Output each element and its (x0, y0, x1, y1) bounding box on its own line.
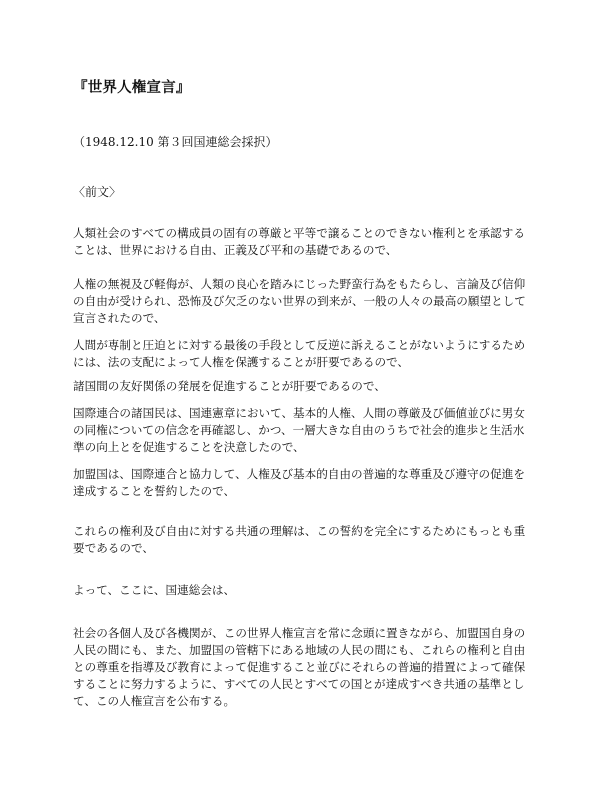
paragraph-line: 国際連合の諸国民は、国連憲章において、基本的人権、人間の尊厳及び価値並びに男女 (73, 406, 525, 420)
paragraph-line: よって、ここに、国連総会は、 (73, 583, 236, 597)
paragraph-line: 要であるので、 (73, 541, 154, 555)
paragraph-line: て、この人権宣言を公布する。 (73, 694, 236, 708)
paragraph-line: 人間が専制と圧迫とに対する最後の手段として反逆に訴えることがないようにするため (73, 338, 526, 352)
paragraph-line: することに努力するように、すべての人民とすべての国とが達成すべき共通の基準とし (73, 677, 525, 691)
paragraph-line: 諸国間の友好関係の発展を促進することが肝要であるので、 (73, 379, 386, 393)
paragraph-line: 宣言されたので、 (73, 311, 166, 325)
paragraph-9 (73, 625, 551, 710)
paragraph-7 (73, 523, 551, 557)
paragraph-line: 加盟国は、国際連合と協力して、人権及び基本的自由の普遍的な尊重及び遵守の促進を (73, 467, 525, 481)
paragraph-line: 達成することを誓約したので、 (73, 484, 236, 498)
adoption-note: （1948.12.10 第３回国連総会採択） (73, 135, 278, 149)
paragraph-6 (73, 466, 551, 500)
paragraph-line: 準の向上とを促進することを決意したので、 (73, 440, 305, 454)
paragraph-line: には、法の支配によって人権を保護することが肝要であるので、 (73, 355, 409, 369)
paragraph-line: 人類社会のすべての構成員の固有の尊厳と平等で譲ることのできない権利とを承認する (73, 226, 525, 240)
paragraph-2 (73, 276, 551, 327)
paragraph-line: との尊重を指導及び教育によって促進すること並びにそれらの普遍的措置によって確保 (73, 660, 526, 674)
paragraph-line: ことは、世界における自由、正義及び平和の基礎であるので、 (73, 243, 398, 257)
preamble-heading: 〈前文〉 (73, 185, 122, 199)
paragraph-line: の同権についての信念を再確認し、かつ、一層大きな自由のうちで社会的進歩と生活水 (73, 423, 525, 437)
paragraph-line: 社会の各個人及び各機関が、この世界人権宣言を常に念頭に置きながら、加盟国自身の (73, 626, 526, 640)
paragraph-3 (73, 337, 551, 371)
document-title: 『世界人権宣言』 (73, 80, 191, 96)
paragraph-8 (73, 582, 551, 599)
paragraph-line: これらの権利及び自由に対する共通の理解は、この誓約を完全にするためにもっとも重 (73, 524, 526, 538)
paragraph-line: の自由が受けられ、恐怖及び欠乏のない世界の到来が、一般の人々の最高の願望として (73, 294, 526, 308)
paragraph-line: 人民の間にも、また、加盟国の管轄下にある地域の人民の間にも、これらの権利と自由 (73, 643, 526, 657)
paragraph-5 (73, 405, 551, 456)
paragraph-line: 人権の無視及び軽侮が、人類の良心を踏みにじった野蛮行為をもたらし、言論及び信仰 (73, 277, 526, 291)
paragraph-4 (73, 378, 551, 395)
paragraph-1 (73, 225, 551, 259)
